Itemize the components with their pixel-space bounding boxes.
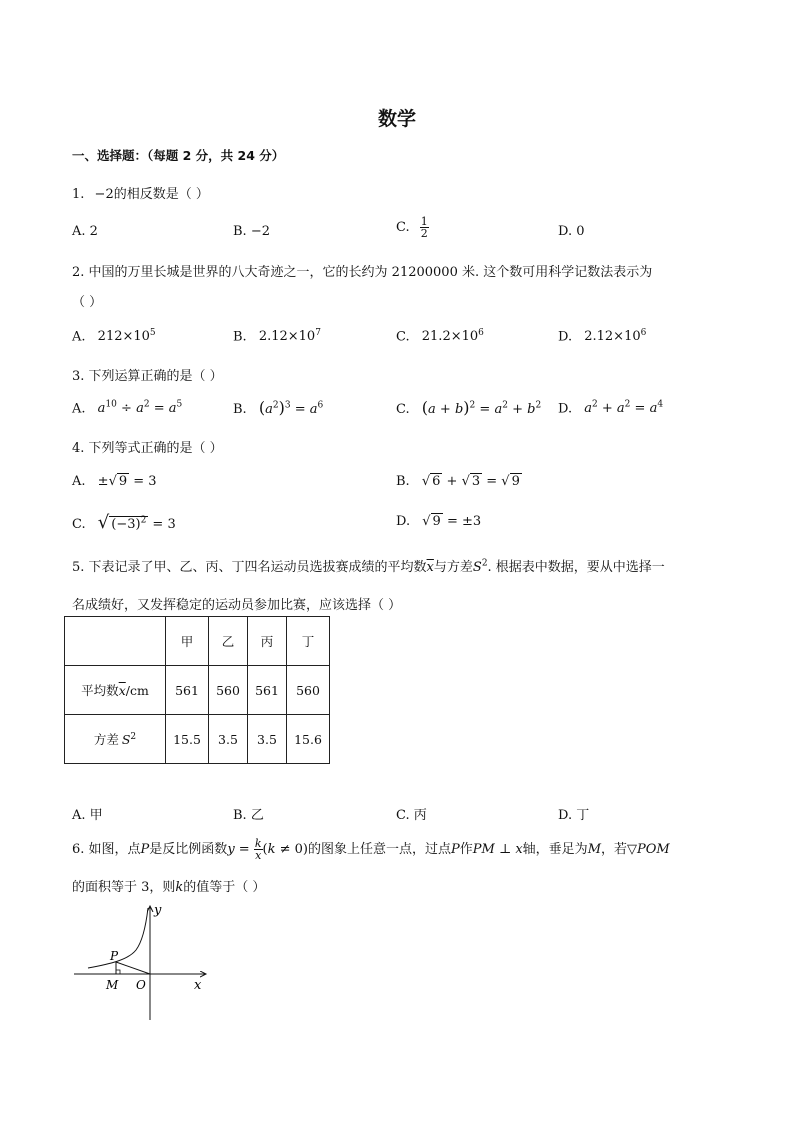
- q3-b-label: B.: [233, 402, 247, 417]
- q2-d-label: D.: [558, 329, 573, 345]
- q4-d-expr: √ 9 = ±3: [422, 514, 482, 529]
- q3-option-c[interactable]: [396, 398, 541, 417]
- q6-a: 6. 如图，点: [72, 842, 141, 857]
- q4-option-a[interactable]: [72, 474, 157, 489]
- q5-s2: $S^2$: [472, 558, 488, 575]
- question-2-stem: 2. 中国的万里长城是世界的八大奇迹之一，它的长约为 21200000 米. 这个数可用科学记数法表示为: [72, 265, 653, 280]
- table-cell: 3.5: [209, 715, 248, 764]
- table-header-jia: 甲: [166, 617, 209, 666]
- q3-a-expr: $a^{10} \div a^2 = a^5$: [97, 400, 183, 417]
- q3-c-expr: $(a + b)^2 = a^2 + b^2$: [421, 398, 542, 417]
- table-header-ding: 丁: [287, 617, 330, 666]
- variance-symbol: $S^2$: [121, 731, 137, 747]
- mean-xbar: $\overline{x}$: [118, 683, 126, 698]
- q5-option-d[interactable]: D. 丁: [558, 808, 590, 823]
- table-cell: 15.6: [287, 715, 330, 764]
- mean-unit: /cm: [125, 683, 149, 698]
- page-title: 数学: [377, 108, 416, 130]
- q2-b-base: 2.12×10: [258, 329, 316, 345]
- q6-k: k: [175, 880, 184, 895]
- table-row: [65, 666, 330, 715]
- label-x: x: [194, 978, 202, 993]
- question-6-stem-line1: [72, 838, 670, 861]
- q2-a-exp: 5: [149, 328, 156, 338]
- q4-b-label: B.: [396, 474, 410, 489]
- q4-option-d[interactable]: [396, 514, 481, 529]
- q5-score-table: [64, 616, 330, 764]
- q1-c-fraction: [420, 216, 429, 239]
- label-y: y: [154, 903, 162, 918]
- q2-option-d[interactable]: [558, 328, 646, 344]
- q5-stem-a: 5. 下表记录了甲、乙、丙、丁四名运动员选拔赛成绩的平均数: [72, 560, 427, 575]
- q5-xbar: $\overline{x}$: [426, 560, 434, 575]
- q6-P2: P: [451, 842, 460, 857]
- q4-a-expr: ±√ 9 = 3: [97, 474, 157, 489]
- table-cell: 560: [287, 666, 330, 715]
- q4-option-b[interactable]: [396, 474, 522, 489]
- q6-function: y = $\frac{k}{x}$ (k ≠ 0): [227, 837, 308, 862]
- q1-option-d[interactable]: D. 0: [558, 224, 585, 239]
- q3-option-b[interactable]: [233, 398, 323, 417]
- q4-c-label: C.: [72, 517, 86, 532]
- q2-option-c[interactable]: [396, 328, 484, 344]
- q5-option-b[interactable]: B. 乙: [233, 808, 264, 823]
- q3-d-expr: $a^2 + a^2 = a^4$: [584, 400, 664, 417]
- q6-PM: PM ⊥ x: [472, 842, 523, 857]
- label-o: O: [136, 978, 146, 992]
- q6-P1: P: [140, 842, 150, 857]
- q3-d-label: D.: [558, 401, 573, 417]
- q2-d-base: 2.12×10: [584, 329, 641, 345]
- table-cell: 561: [248, 666, 287, 715]
- question-5-stem-line1: [72, 556, 665, 575]
- segment-po: [116, 962, 150, 974]
- inverse-function-figure: [70, 900, 220, 1025]
- question-1-stem: [72, 183, 209, 202]
- table-row: [65, 715, 330, 764]
- q1-option-a[interactable]: A. 2: [72, 224, 98, 239]
- q3-option-a[interactable]: [72, 400, 182, 416]
- q4-b-expr: √ 6 + √ 3 = √ 9: [421, 474, 520, 489]
- q2-c-base: 21.2×10: [421, 329, 479, 345]
- table-header-row: [65, 617, 330, 666]
- q1-c-num: 1: [420, 215, 428, 228]
- table-cell: 560: [209, 666, 248, 715]
- q3-b-expr: $(a^2)^3 = a^6$: [258, 398, 324, 417]
- question-4-stem: 4. 下列等式正确的是（ ）: [72, 441, 223, 456]
- q4-a-label: A.: [72, 474, 86, 489]
- q6-triangle: ▽POM: [627, 842, 670, 857]
- q3-option-d[interactable]: [558, 400, 663, 416]
- question-6-stem-line2: [72, 876, 265, 895]
- q5-option-a[interactable]: A. 甲: [72, 808, 103, 823]
- q1-number: 1.: [72, 187, 85, 202]
- table-header-bing: 丙: [248, 617, 287, 666]
- table-header-empty: [65, 617, 166, 666]
- q2-option-b[interactable]: [233, 328, 321, 344]
- right-angle-mark: [116, 970, 120, 974]
- q2-b-label: B.: [233, 329, 247, 345]
- q1-expr: −2: [94, 187, 114, 202]
- q5-stem-b: 与方差: [433, 560, 473, 575]
- q2-option-a[interactable]: [72, 328, 156, 344]
- q2-b-exp: 7: [315, 328, 321, 338]
- q3-c-label: C.: [396, 402, 410, 417]
- q5-option-c[interactable]: C. 丙: [396, 808, 427, 823]
- variance-label: 方差: [93, 732, 119, 747]
- label-p: P: [110, 949, 119, 963]
- table-cell: 15.5: [166, 715, 209, 764]
- mean-label: 平均数: [81, 683, 119, 698]
- question-3-stem: 3. 下列运算正确的是（ ）: [72, 369, 223, 384]
- question-5-stem-line2: 名成绩好，又发挥稳定的运动员参加比赛，应该选择（ ）: [72, 598, 402, 613]
- section-heading: 一、选择题：（每题 2 分，共 24 分）: [72, 148, 285, 163]
- q2-d-exp: 6: [640, 328, 647, 338]
- q2-c-exp: 6: [478, 328, 484, 338]
- q4-c-expr: √ $(-3)^2 = 3$: [97, 512, 176, 533]
- q6-k-over-x: $\frac{k}{x}$: [254, 837, 262, 862]
- q6-e: 轴，垂足为: [522, 842, 588, 857]
- label-m: M: [106, 978, 119, 992]
- table-row-label-variance: [65, 715, 166, 764]
- q6-2b: 的值等于（ ）: [183, 880, 266, 895]
- q6-b: 是反比例函数: [149, 842, 228, 857]
- q2-a-label: A.: [72, 329, 86, 345]
- q6-f: ，若: [601, 842, 628, 857]
- q3-a-label: A.: [72, 401, 86, 417]
- q4-d-label: D.: [396, 514, 411, 529]
- table-row-label-mean: [65, 666, 166, 715]
- q2-c-label: C.: [396, 329, 410, 345]
- table-header-yi: 乙: [209, 617, 248, 666]
- q1-suffix: 的相反数是（ ）: [113, 187, 209, 202]
- question-2-paren: （ ）: [72, 295, 103, 310]
- q5-stem-c: . 根据表中数据，要从中选择一: [487, 560, 665, 575]
- q1-option-b[interactable]: B. −2: [233, 224, 270, 239]
- q2-a-base: 212×10: [97, 329, 150, 345]
- q1-c-label: C.: [396, 220, 410, 235]
- q6-M: M: [587, 842, 601, 857]
- q1-option-c[interactable]: [396, 216, 429, 239]
- q6-c: 的图象上任意一点，过点: [307, 842, 451, 857]
- q4-option-c[interactable]: [72, 512, 176, 533]
- q6-2a: 的面积等于 3，则: [72, 880, 176, 895]
- table-cell: 3.5: [248, 715, 287, 764]
- q6-d: 作: [459, 842, 473, 857]
- table-cell: 561: [166, 666, 209, 715]
- q1-c-den: 2: [420, 227, 428, 240]
